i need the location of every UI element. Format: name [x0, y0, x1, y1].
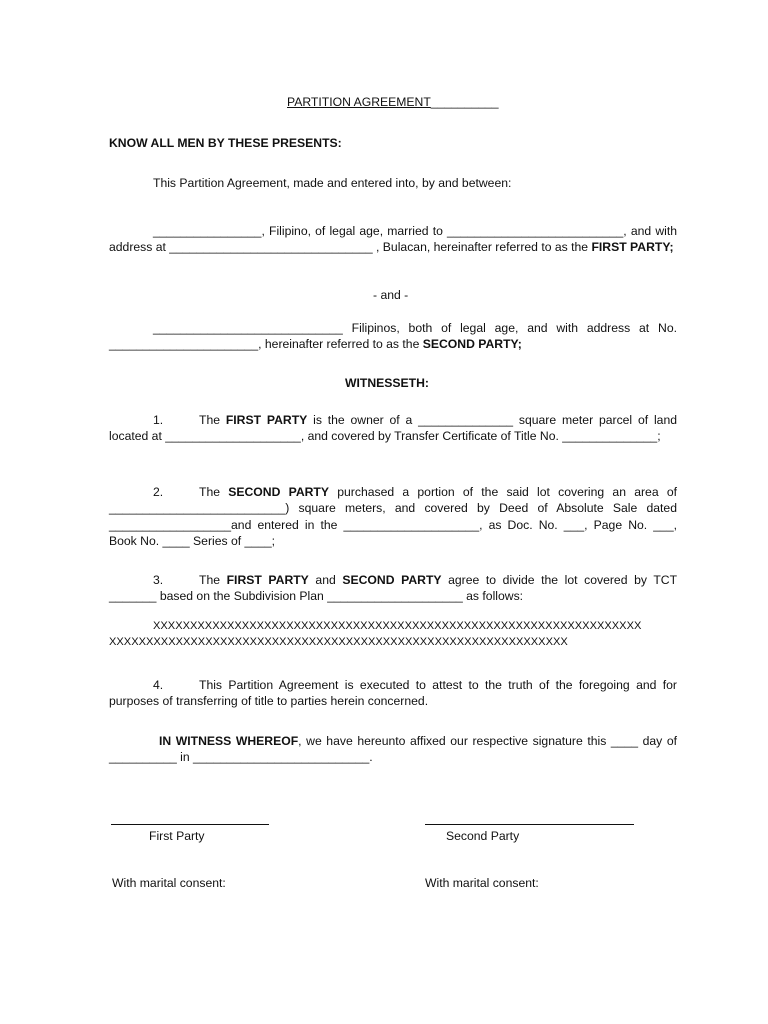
and-separator: - and -	[373, 288, 409, 302]
x-line-1: XXXXXXXXXXXXXXXXXXXXXXXXXXXXXXXXXXXXXXXXXXXXXXXXXXXXXXXXXXXXXXXXXX	[153, 620, 642, 632]
second-party-paragraph: ____________________________ Filipinos, both of legal age, and with address at No. ______________________, hereinafter referred to as the SECOND PARTY;	[109, 321, 677, 352]
intro-heading: KNOW ALL MEN BY THESE PRESENTS:	[109, 136, 342, 150]
clause-number: 2.	[153, 485, 164, 499]
marital-consent-right: With marital consent:	[425, 876, 539, 890]
clause-2: 2. The SECOND PARTY purchased a portion of the said lot covering an area of __________________________) square meters, and covered by Deed of Absolute Sale dated __________________and entered in the ____________________, as Doc. No. ___, Page No. ___, Book No. ____ Series of ____;	[109, 485, 677, 548]
clause-number: 4.	[153, 678, 164, 692]
marital-consent-left: With marital consent:	[112, 876, 226, 890]
first-party-term: FIRST PARTY;	[591, 240, 674, 255]
document-title: PARTITION AGREEMENT__________	[287, 95, 499, 109]
clause-1: 1. The FIRST PARTY is the owner of a ______________ square meter parcel of land located at ____________________, and covered by Transfer Certificate of Title No. ______________;	[109, 413, 678, 444]
clause-number: 3.	[153, 573, 164, 587]
clause-4: 4. This Partition Agreement is executed to attest to the truth of the foregoing and for purposes of transferring of title to parties herein concerned.	[109, 678, 677, 709]
witnesseth-heading: WITNESSETH:	[345, 376, 429, 390]
witness-clause: IN WITNESS WHEREOF, we have hereunto affixed our respective signature this ____ day of __________ in __________________________.	[109, 734, 677, 765]
opening-sentence: This Partition Agreement, made and entered into, by and between:	[153, 176, 512, 190]
second-party-signature-line	[425, 824, 634, 825]
title-blank: __________	[430, 95, 499, 109]
first-party-label: First Party	[149, 829, 205, 843]
x-line-2: XXXXXXXXXXXXXXXXXXXXXXXXXXXXXXXXXXXXXXXXXXXXXXXXXXXXXXXXXXXXXX	[109, 636, 568, 648]
first-party-paragraph: ________________, Filipino, of legal age, married to __________________________, and with address at ______________________________ , Bulacan, hereinafter referred to as the FIRST PARTY;	[109, 224, 677, 255]
second-party-term: SECOND PARTY;	[422, 337, 522, 352]
second-party-label: Second Party	[446, 829, 520, 843]
first-party-signature-line	[111, 824, 269, 825]
clause-3: 3. The FIRST PARTY and SECOND PARTY agree to divide the lot covered by TCT _______ based on the Subdivision Plan ____________________ as follows:	[109, 573, 678, 604]
clause-number: 1.	[153, 413, 164, 427]
